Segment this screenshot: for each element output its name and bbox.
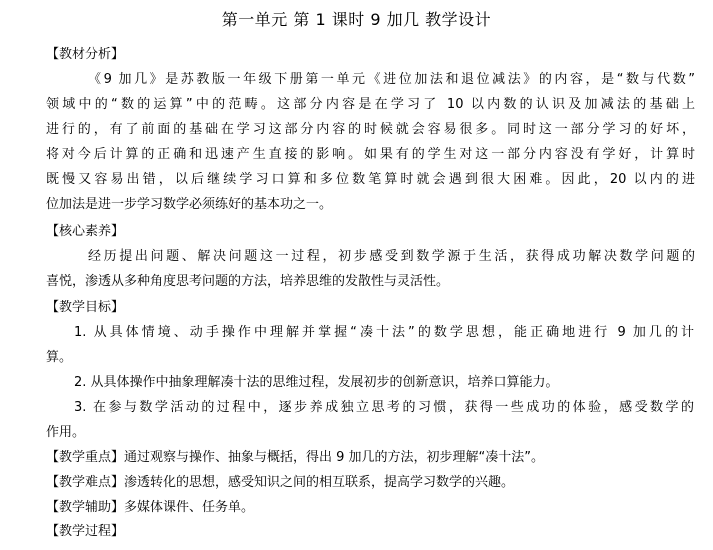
- paragraph-line: 既慢又容易出错，以后继续学习口算和多位数笔算时就会遇到很大困难。因此，20 以内的进: [46, 172, 695, 187]
- goal-item-1-continuation: 算。: [46, 350, 73, 365]
- section-heading-process: 【教学过程】: [46, 524, 125, 539]
- goal-item-3-continuation: 作用。: [46, 425, 86, 440]
- section-heading-goals: 【教学目标】: [46, 300, 125, 315]
- goal-item-2: 2. 从具体操作中抽象理解凑十法的思维过程，发展初步的创新意识，培养口算能力。: [74, 375, 559, 390]
- goal-item-1: 1. 从具体情境、动手操作中理解并掌握“凑十法”的数学思想，能正确地进行 9 加几的计: [74, 325, 694, 340]
- goal-item-3: 3. 在参与数学活动的过程中，逐步养成独立思考的习惯，获得一些成功的体验，感受数学的: [74, 400, 694, 415]
- difficulty-line: 【教学难点】渗透转化的思想，感受知识之间的相互联系，提高学习数学的兴趣。: [46, 475, 515, 490]
- paragraph-line: 进行的，有了前面的基础在学习这部分内容的时候就会容易很多。同时这一部分学习的好坏，: [46, 122, 695, 137]
- section-heading-literacy: 【核心素养】: [46, 224, 125, 239]
- section-heading-analysis: 【教材分析】: [46, 47, 125, 62]
- teaching-aids-line: 【教学辅助】多媒体课件、任务单。: [46, 500, 255, 515]
- paragraph-line: 经历提出问题、解决问题这一过程，初步感受到数学源于生活，获得成功解决数学问题的: [88, 249, 695, 264]
- paragraph-line: 将对今后计算的正确和迅速产生直接的影响。如果有的学生对这一部分内容没有学好，计算时: [46, 147, 695, 162]
- paragraph-line: 喜悦，渗透从多种角度思考问题的方法，培养思维的发散性与灵活性。: [46, 274, 450, 289]
- paragraph-line: 领域中的“数的运算”中的范畴。这部分内容是在学习了 10 以内数的认识及加减法的基础上: [46, 97, 695, 112]
- page-title: 第一单元 第 1 课时 9 加几 教学设计: [221, 10, 492, 29]
- paragraph-line: 位加法是进一步学习数学必须练好的基本功之一。: [46, 197, 333, 212]
- paragraph-line: 《9 加几》是苏教版一年级下册第一单元《进位加法和退位减法》的内容，是“数与代数”: [88, 72, 695, 87]
- key-point-line: 【教学重点】通过观察与操作、抽象与概括，得出 9 加几的方法，初步理解“凑十法”。: [46, 450, 545, 465]
